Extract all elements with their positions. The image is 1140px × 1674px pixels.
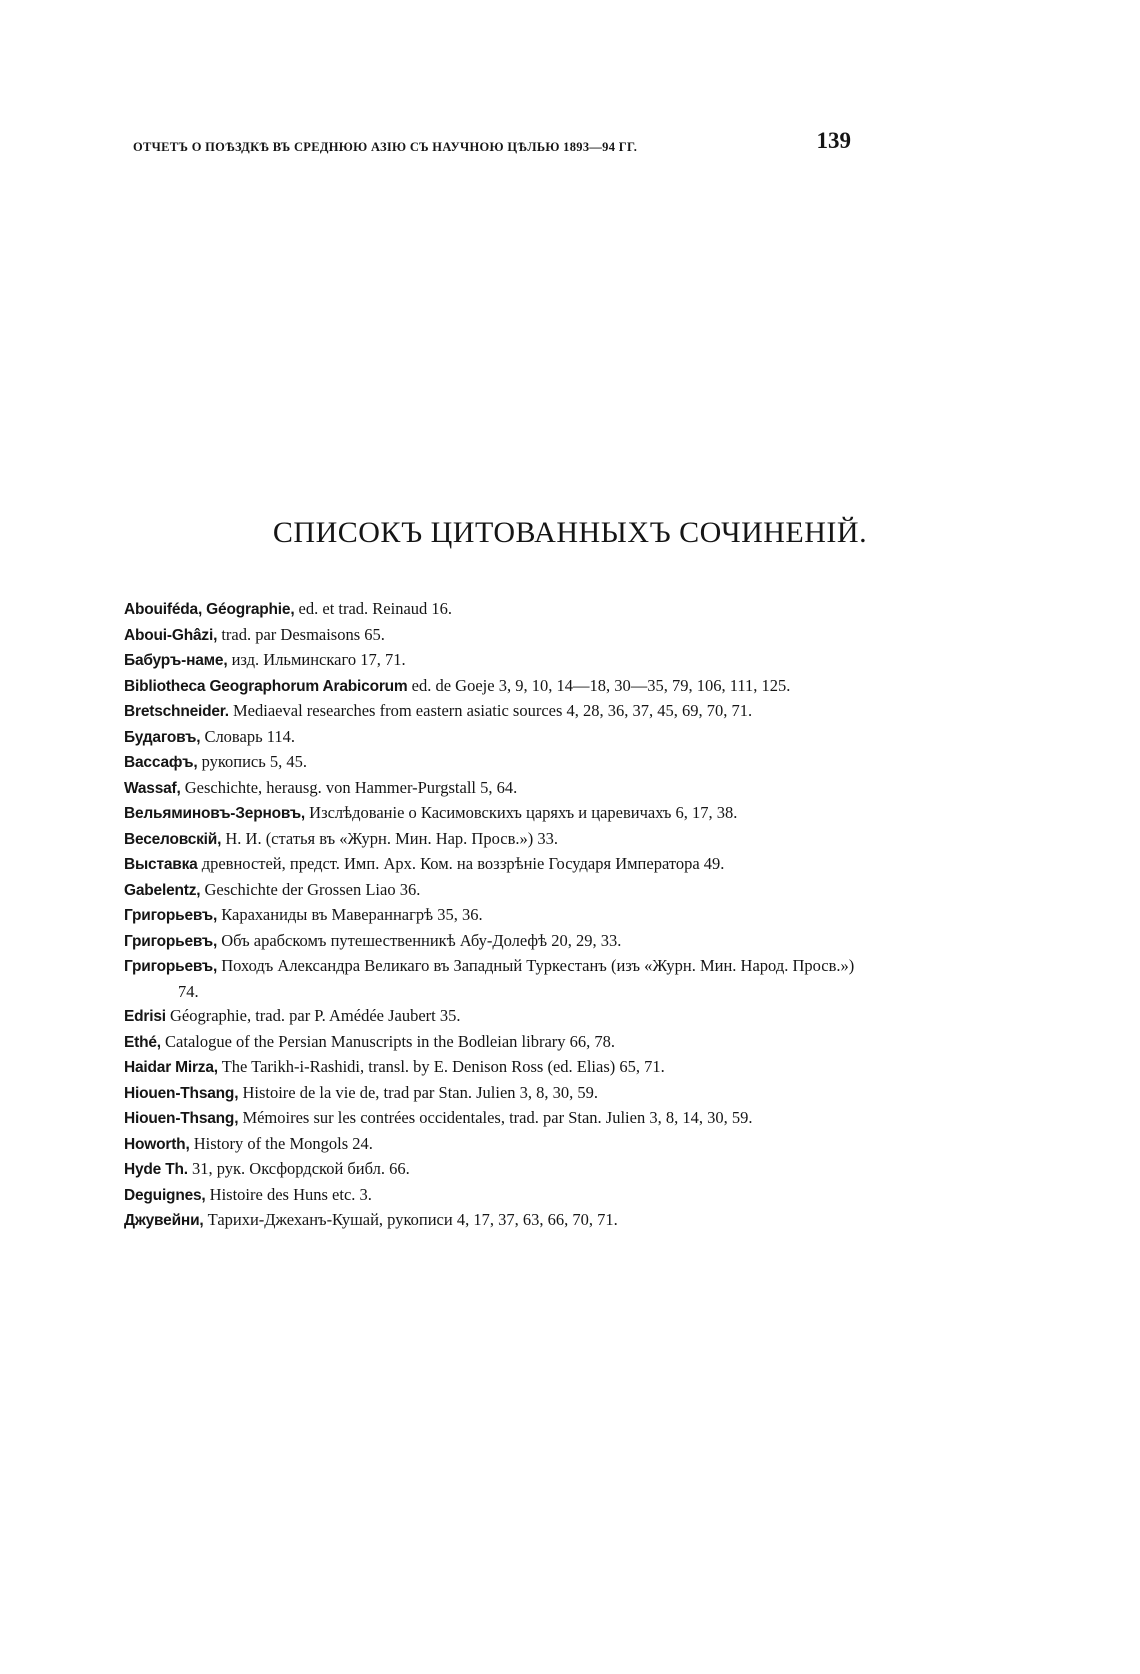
entry-heading: Haidar Mirza, [124, 1059, 218, 1076]
bibliography-entry [124, 878, 862, 904]
entry-citation: Mémoires sur les contrées occidentales, trad. par Stan. Julien 3, 8, 14, 30, 59. [238, 1108, 753, 1127]
entry-citation: ed. de Goeje 3, 9, 10, 14—18, 30—35, 79, 106, 111, 125. [407, 675, 791, 695]
bibliography-entry [124, 954, 862, 1004]
entry-heading: Джувейни, [124, 1212, 204, 1229]
entry-citation: Караханиды въ Мавераннагрѣ 35, 36. [217, 905, 483, 924]
entry-citation: trad. par Desmaisons 65. [217, 624, 385, 644]
entry-citation: Catalogue of the Persian Manuscripts in the Bodleian library 66, 78. [160, 1031, 616, 1051]
entry-citation: Тарихи-Джеханъ-Кушай, рукописи 4, 17, 37, 63, 66, 70, 71. [203, 1210, 618, 1229]
entry-citation: Geschichte, herausg. von Hammer-Purgstall 5, 64. [180, 777, 518, 797]
bibliography-entry [124, 597, 862, 623]
bibliography-entry [124, 1157, 862, 1183]
entry-heading: Gabelentz, [124, 881, 201, 899]
entry-heading: Abouiféda, Géographie, [124, 601, 295, 618]
entry-heading: Григорьевъ, [124, 907, 218, 924]
page-number: 139 [816, 128, 851, 153]
bibliography-entry [124, 1055, 862, 1081]
entry-citation: изд. Ильминскаго 17, 71. [227, 650, 406, 669]
entry-heading: Вельяминовъ-Зерновъ, [124, 805, 306, 822]
entry-heading: Hiouen-Thsang, [124, 1084, 239, 1102]
entry-citation: древностей, предст. Имп. Арх. Ком. на воззрѣніе Государя Императора 49. [197, 854, 725, 873]
entry-heading: Hyde Th. [124, 1161, 188, 1178]
entry-citation: Géographie, trad. par P. Amédée Jaubert 35. [165, 1006, 461, 1025]
bibliography-entry [124, 1081, 862, 1107]
bibliography-entry [124, 1004, 862, 1030]
running-header [133, 128, 851, 168]
bibliography-entry [124, 1132, 862, 1158]
bibliography-list [124, 597, 862, 1234]
entry-citation: Изслѣдованіе о Касимовскихъ царяхъ и царевичахъ 6, 17, 38. [305, 803, 738, 822]
bibliography-entry [124, 674, 862, 700]
bibliography-entry [124, 929, 862, 955]
entry-heading: Бабуръ-наме, [124, 652, 228, 669]
entry-heading: Bretschneider. [124, 703, 229, 720]
bibliography-entry [124, 1183, 862, 1209]
entry-citation: Histoire des Huns etc. 3. [205, 1184, 372, 1204]
bibliography-entry [124, 699, 862, 725]
entry-heading: Будаговъ, [124, 728, 201, 746]
entry-heading: Вассафъ, [124, 754, 198, 771]
entry-citation: Mediaeval researches from eastern asiatic sources 4, 28, 36, 37, 45, 69, 70, 71. [228, 701, 753, 720]
bibliography-entry [124, 750, 862, 776]
entry-citation: The Tarikh-i-Rashidi, transl. by E. Denison Ross (ed. Elias) 65, 71. [217, 1057, 665, 1076]
entry-heading: Bibliotheca Geographorum Arabicorum [124, 677, 408, 695]
entry-heading: Григорьевъ, [124, 932, 218, 950]
bibliography-entry [124, 801, 862, 827]
entry-citation: рукопись 5, 45. [197, 752, 308, 771]
entry-heading: Hiouen-Thsang, [124, 1110, 239, 1127]
entry-citation: Histoire de la vie de, trad par Stan. Julien 3, 8, 30, 59. [238, 1082, 599, 1102]
entry-citation: 31, рук. Оксфордской библ. 66. [187, 1159, 410, 1178]
entry-heading: Edrisi [124, 1008, 166, 1025]
entry-heading: Григорьевъ, [124, 958, 218, 975]
entry-citation: Geschichte der Grossen Liao 36. [200, 879, 421, 899]
entry-heading: Веселовскій, [124, 830, 222, 848]
entry-heading: Aboui-Ghâzi, [124, 626, 218, 644]
entry-heading: Wassaf, [124, 779, 181, 797]
entry-citation: Н. И. (статья въ «Журн. Мин. Нар. Просв.») 33. [221, 828, 558, 848]
entry-citation: ed. et trad. Reinaud 16. [294, 599, 453, 618]
bibliography-entry [124, 776, 862, 802]
bibliography-entry [124, 648, 862, 674]
entry-heading: Ethé, [124, 1033, 161, 1051]
bibliography-entry [124, 827, 862, 853]
bibliography-entry [124, 1030, 862, 1056]
entry-citation: History of the Mongols 24. [189, 1133, 373, 1153]
entry-citation: Походъ Александра Великаго въ Западный Туркестанъ (изъ «Журн. Мин. Народ. Просв.») 74. [178, 956, 855, 1001]
entry-heading: Выставка [124, 856, 198, 873]
bibliography-entry [124, 852, 862, 878]
running-title: ОТЧЕТЪ О ПОѢЗДКѢ ВЪ СРЕДНЮЮ АЗІЮ СЪ НАУЧНОЮ ЦѢЛЬЮ 1893—94 ГГ. [133, 140, 638, 154]
entry-heading: Deguignes, [124, 1186, 206, 1204]
bibliography-entry [124, 725, 862, 751]
entry-citation: Словарь 114. [200, 726, 295, 746]
bibliography-entry [124, 1208, 862, 1234]
entry-heading: Howorth, [124, 1135, 190, 1153]
section-title: СПИСОКЪ ЦИТОВАННЫХЪ СОЧИНЕНІЙ. [272, 516, 868, 549]
bibliography-entry [124, 623, 862, 649]
bibliography-entry [124, 903, 862, 929]
bibliography-entry [124, 1106, 862, 1132]
entry-citation: Объ арабскомъ путешественникѣ Абу-Долефѣ 20, 29, 33. [217, 930, 622, 950]
